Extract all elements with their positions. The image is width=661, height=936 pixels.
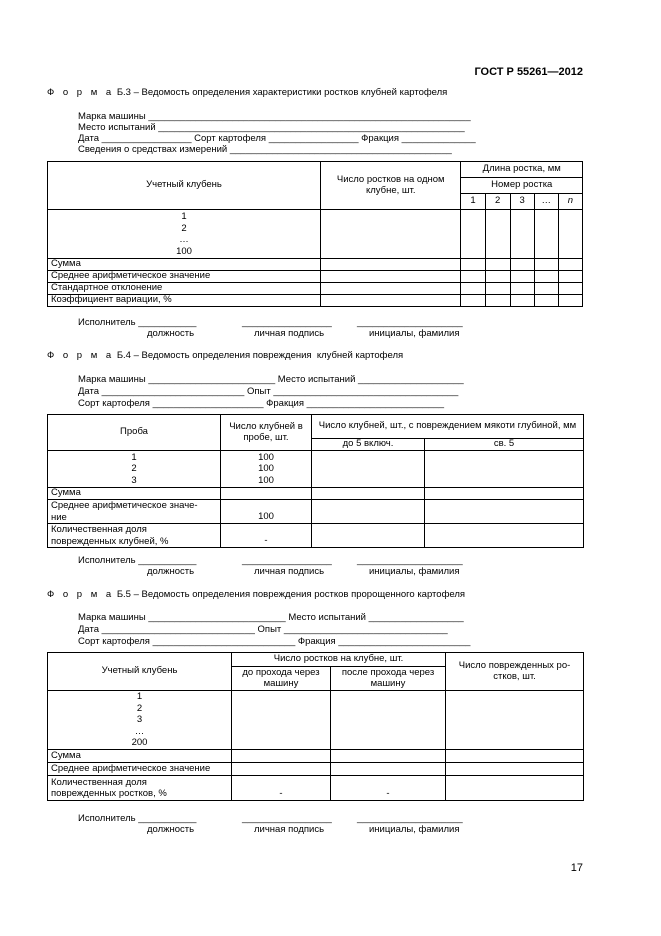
table-cell <box>485 283 510 295</box>
form-b5-table <box>47 652 584 801</box>
b3-num-n: n <box>558 194 582 210</box>
table-cell <box>320 295 461 307</box>
table-cell <box>461 271 485 283</box>
b5-share-after: - <box>331 776 446 801</box>
b5-row-share-line: Количественная доля <box>51 776 147 788</box>
b5-row-share-line: поврежденных ростков, % <box>51 788 167 799</box>
table-cell <box>461 283 485 295</box>
b5-tuber-item: … <box>134 725 145 737</box>
table-cell <box>461 210 485 259</box>
table-cell <box>461 295 485 307</box>
table-cell <box>331 750 446 763</box>
b3-tuber-list <box>48 210 321 259</box>
b3-header-tuber: Учетный клубень <box>48 162 321 210</box>
table-cell <box>534 271 558 283</box>
form-b5-field-date: Дата _____________________________ Опыт _______________________________ <box>78 624 448 635</box>
table-cell <box>331 763 446 776</box>
b4-header-sample: Проба <box>48 415 221 451</box>
b5-header-before: до прохода через машину <box>232 667 331 691</box>
b5-sig-name: инициалы, фамилия <box>369 824 460 835</box>
form-label: Ф о р м а <box>47 87 115 98</box>
b5-tuber-item: 1 <box>136 691 143 703</box>
form-b3-title-text: Б.3 – Ведомость определения характеристики ростков клубней картофеля <box>116 87 448 98</box>
table-cell <box>558 283 582 295</box>
b4-header-upto5: до 5 включ. <box>312 439 425 451</box>
table-cell <box>320 210 461 259</box>
b3-sig-position: должность <box>147 328 195 339</box>
form-b4-field-machine: Марка машины ________________________ Место испытаний ____________________ <box>78 374 464 385</box>
b5-header-sprouts: Число ростков на клубне, шт. <box>232 653 446 667</box>
b5-tuber-list <box>48 691 232 750</box>
b3-header-sprout-number: Номер ростка <box>461 178 583 194</box>
form-b4-title <box>47 351 403 362</box>
b4-header-damage: Число клубней, шт., с повреждением мякоти глубиной, мм <box>312 415 584 439</box>
form-label: Ф о р м а <box>47 589 115 600</box>
table-cell <box>312 524 425 548</box>
table-cell <box>232 763 331 776</box>
b5-tuber-item: 2 <box>136 702 143 714</box>
form-b5-title-text: Б.5 – Ведомость определения повреждения ростков пророщенного картофеля <box>116 589 466 600</box>
form-b3-table <box>47 161 583 307</box>
b3-header-sprout-count: Число ростков на одном клубне, шт. <box>320 162 461 210</box>
b5-sig-line-name: ____________________ <box>357 813 463 824</box>
table-cell <box>510 259 534 271</box>
b4-row-mean <box>48 500 221 524</box>
form-b5-field-variety: Сорт картофеля ___________________________ Фракция _________________________ <box>78 636 471 647</box>
b3-sig-sign: личная подпись <box>254 328 325 339</box>
b4-header-count: Число клубней в пробе, шт. <box>221 415 312 451</box>
b3-num-2: 2 <box>485 194 510 210</box>
b3-tuber-item: … <box>179 234 189 245</box>
b4-count-item: 100 <box>258 463 274 475</box>
b3-header-sprout-length: Длина ростка, мм <box>461 162 583 178</box>
page-number: 17 <box>570 862 583 874</box>
b4-sample-list <box>48 451 221 488</box>
form-b4-field-date: Дата ___________________________ Опыт ___________________________________ <box>78 386 459 397</box>
table-cell <box>320 259 461 271</box>
b5-row-sum: Сумма <box>48 750 232 763</box>
table-cell <box>510 271 534 283</box>
table-cell <box>221 488 312 500</box>
b5-header-after: после прохода через машину <box>331 667 446 691</box>
b5-sig-executor: Исполнитель ___________ <box>78 813 197 824</box>
b4-count-item: 100 <box>258 451 274 463</box>
table-cell <box>320 271 461 283</box>
b4-row-mean-line: ние <box>51 511 67 523</box>
table-cell <box>534 283 558 295</box>
b4-row-mean-line: Среднее арифметическое значе- <box>51 500 198 511</box>
b4-row-share <box>48 524 221 548</box>
table-cell <box>320 283 461 295</box>
table-cell <box>446 763 584 776</box>
table-cell <box>485 259 510 271</box>
table-cell <box>446 691 584 750</box>
form-b3-field-date: Дата _________________ Сорт картофеля _________________ Фракция ______________ <box>78 133 476 144</box>
table-cell <box>485 295 510 307</box>
form-b3-title <box>47 88 447 99</box>
b5-row-share <box>48 776 232 801</box>
form-b4-table <box>47 414 584 548</box>
b3-tuber-item: 100 <box>176 245 192 257</box>
table-cell <box>558 295 582 307</box>
table-cell <box>534 210 558 259</box>
form-b4-field-variety: Сорт картофеля _____________________ Фракция __________________________ <box>78 398 445 409</box>
table-cell <box>534 295 558 307</box>
b4-sig-executor: Исполнитель ___________ <box>78 555 197 566</box>
table-cell <box>534 259 558 271</box>
b5-header-tuber: Учетный клубень <box>48 653 232 691</box>
b5-share-before: - <box>232 776 331 801</box>
b3-sig-executor: Исполнитель ___________ <box>78 317 197 328</box>
b4-sig-line-sign: _________________ <box>242 555 332 566</box>
b4-row-share-line: Количественная доля <box>51 524 147 535</box>
b4-row-sum: Сумма <box>48 488 221 500</box>
b3-row-cv: Коэффициент вариации, % <box>48 295 321 307</box>
b5-header-damaged: Число поврежденных ро-стков, шт. <box>446 653 584 691</box>
table-cell <box>232 750 331 763</box>
form-b3-field-machine: Марка машины _____________________________________________________________ <box>78 111 471 122</box>
b4-header-over5: св. 5 <box>425 439 584 451</box>
b4-row-mean-value: 100 <box>221 500 312 524</box>
b4-sig-sign: личная подпись <box>254 566 325 577</box>
table-cell <box>446 776 584 801</box>
b4-sig-position: должность <box>147 566 195 577</box>
b5-tuber-item: 200 <box>131 737 148 749</box>
b4-sig-line-name: ____________________ <box>357 555 463 566</box>
b4-sample-item: 2 <box>131 463 137 475</box>
b5-sig-line-sign: _________________ <box>242 813 332 824</box>
form-b5-title <box>47 590 465 601</box>
table-cell <box>312 451 425 488</box>
table-cell <box>510 210 534 259</box>
form-label: Ф о р м а <box>47 350 115 361</box>
table-cell <box>425 488 584 500</box>
b4-count-item: 100 <box>258 474 274 486</box>
table-cell <box>558 259 582 271</box>
table-cell <box>425 524 584 548</box>
table-cell <box>510 283 534 295</box>
b3-sig-name: инициалы, фамилия <box>369 328 460 339</box>
table-cell <box>312 488 425 500</box>
b5-row-mean: Среднее арифметическое значение <box>48 763 232 776</box>
form-b3-field-place: Место испытаний __________________________________________________________ <box>78 122 465 133</box>
b3-num-1: 1 <box>461 194 485 210</box>
b4-row-share-value: - <box>221 524 312 548</box>
table-cell <box>331 691 446 750</box>
table-cell <box>485 210 510 259</box>
b3-row-mean: Среднее арифметическое значение <box>48 271 321 283</box>
form-b3-field-instruments: Сведения о средствах измерений __________________________________________ <box>78 144 452 155</box>
b3-tuber-item: 1 <box>181 211 187 222</box>
table-cell <box>558 210 582 259</box>
table-cell <box>485 271 510 283</box>
b3-num-3: 3 <box>510 194 534 210</box>
b3-row-sum: Сумма <box>48 259 321 271</box>
table-cell <box>558 271 582 283</box>
b3-num-ellipsis: … <box>534 194 558 210</box>
b3-tuber-item: 2 <box>181 222 187 234</box>
table-cell <box>510 295 534 307</box>
b4-row-share-line: поврежденных клубней, % <box>51 535 169 547</box>
table-cell <box>312 500 425 524</box>
table-cell <box>461 259 485 271</box>
b4-sample-item: 1 <box>131 451 137 463</box>
b3-sig-line-name: ____________________ <box>357 317 463 328</box>
table-cell <box>425 451 584 488</box>
b3-sig-line-sign: _________________ <box>242 317 332 328</box>
b4-sig-name: инициалы, фамилия <box>369 566 460 577</box>
form-b4-title-text: Б.4 – Ведомость определения повреждения клубней картофеля <box>116 350 404 361</box>
b4-count-list <box>221 451 312 488</box>
b4-sample-item: 3 <box>131 474 137 486</box>
b5-sig-position: должность <box>147 824 195 835</box>
table-cell <box>425 500 584 524</box>
b3-row-stddev: Стандартное отклонение <box>48 283 321 295</box>
form-b5-field-machine: Марка машины __________________________ Место испытаний __________________ <box>78 612 464 623</box>
table-cell <box>446 750 584 763</box>
document-standard-header: ГОСТ Р 55261—2012 <box>474 66 583 78</box>
b5-sig-sign: личная подпись <box>254 824 325 835</box>
table-cell <box>232 691 331 750</box>
b5-tuber-item: 3 <box>136 714 143 726</box>
